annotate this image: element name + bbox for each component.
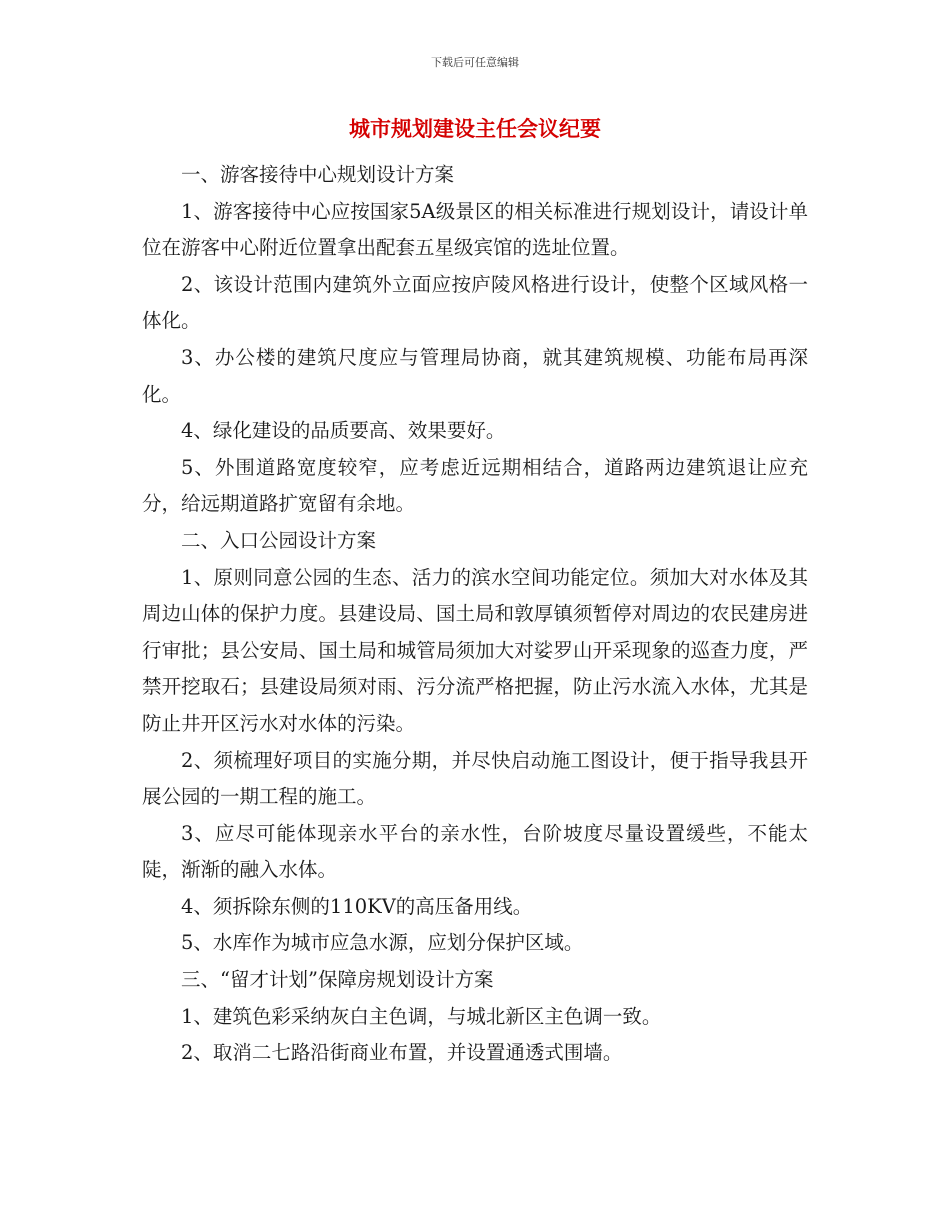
paragraph: 1、建筑色彩采纳灰白主色调，与城北新区主色调一致。	[181, 1004, 662, 1028]
paragraph: 1、游客接待中心应按国家5A级景区的相关标准进行规划设计，请设计单位在游客中心附近位置拿出配套五星级宾馆的选址位置。	[142, 199, 808, 260]
section-heading-1: 一、游客接待中心规划设计方案	[181, 163, 455, 186]
paragraph: 2、须梳理好项目的实施分期，并尽快启动施工图设计，便于指导我县开展公园的一期工程的施工。	[142, 748, 808, 809]
section-heading-2: 二、入口公园设计方案	[181, 528, 377, 552]
paragraph: 2、取消二七路沿街商业布置，并设置通透式围墙。	[181, 1041, 623, 1065]
paragraph: 3、应尽可能体现亲水平台的亲水性，台阶坡度尽量设置缓些，不能太陡，渐渐的融入水体。	[142, 821, 808, 882]
paragraph: 5、外围道路宽度较窄，应考虑近远期相结合，道路两边建筑退让应充分，给远期道路扩宽留有余地。	[142, 455, 808, 516]
paragraph: 4、绿化建设的品质要高、效果要好。	[181, 419, 506, 443]
paragraph: 2、该设计范围内建筑外立面应按庐陵风格进行设计，使整个区域风格一体化。	[142, 272, 808, 333]
paragraph: 1、原则同意公园的生态、活力的滨水空间功能定位。须加大对水体及其周边山体的保护力度。县建设局、国土局和敦厚镇须暂停对周边的农民建房进行审批；县公安局、国土局和城管局须加大对娑罗山开采现象的巡查力度，严禁开挖取石；县建设局须对雨、污分流严格把握，防止污水流入水体，尤其是防止井开区污水对水体的污染。	[142, 565, 808, 735]
paragraph: 5、水库作为城市应急水源，应划分保护区域。	[181, 931, 584, 955]
document-title: 城市规划建设主任会议纪要	[349, 117, 601, 141]
header-note: 下载后可任意编辑	[431, 56, 519, 69]
document-body	[142, 157, 808, 1072]
paragraph: 4、须拆除东侧的110KV的高压备用线。	[181, 894, 533, 918]
paragraph: 3、办公楼的建筑尺度应与管理局协商，就其建筑规模、功能布局再深化。	[142, 345, 808, 406]
section-heading-3: 三、“留才计划”保障房规划设计方案	[181, 968, 494, 992]
